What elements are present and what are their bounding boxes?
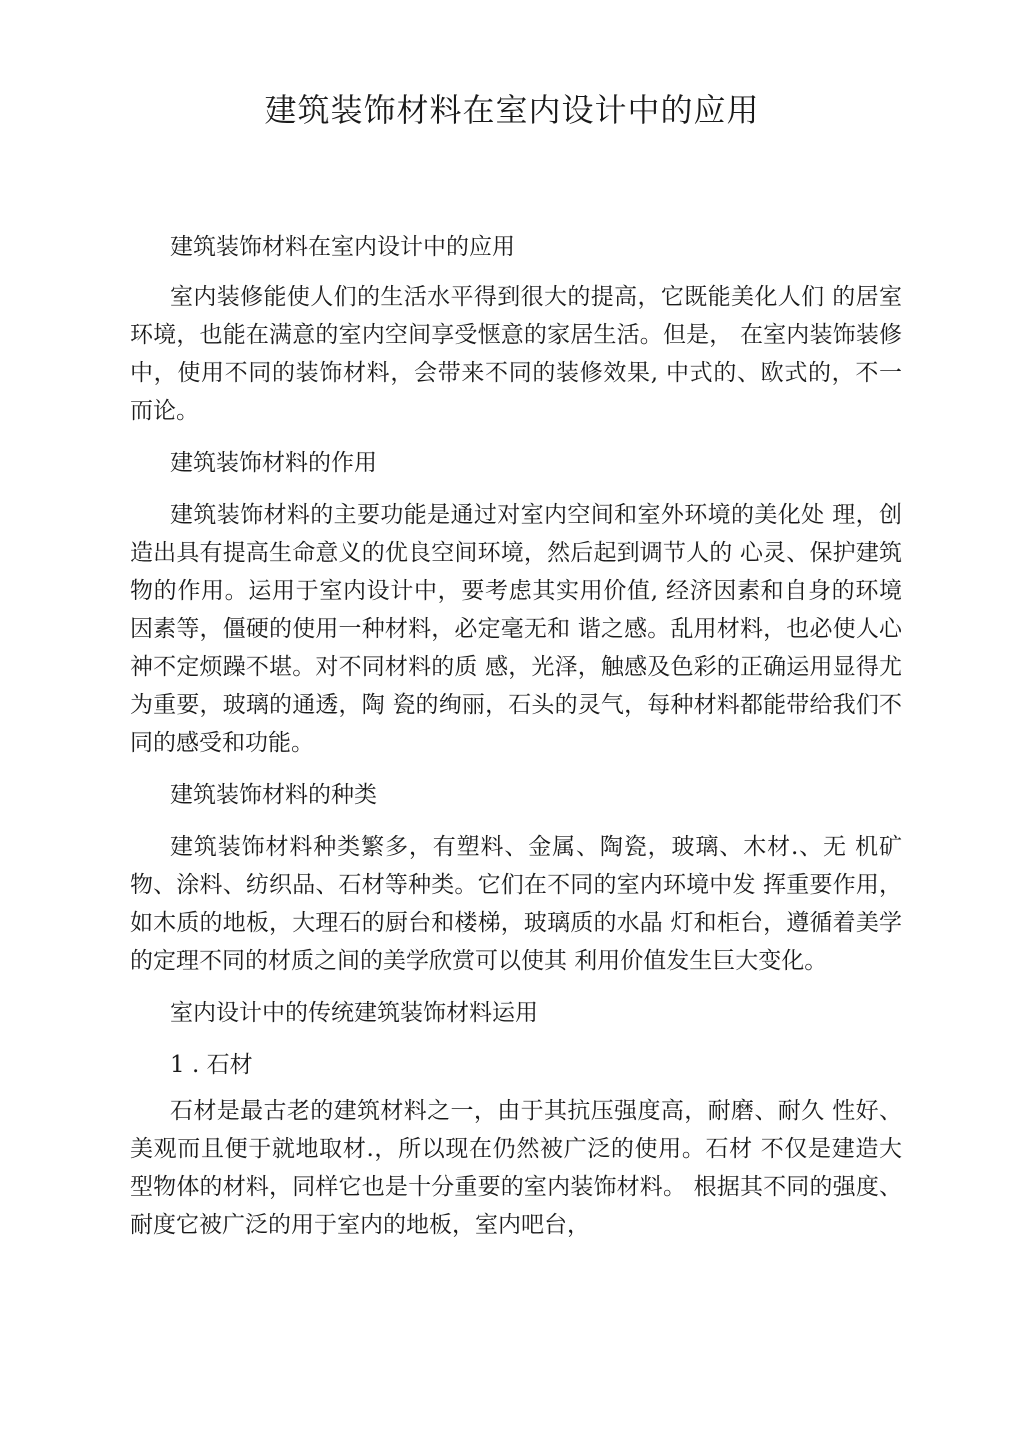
paragraph: 石材是最古老的建筑材料之一，由于其抗压强度高，耐磨、耐久 性好、美观而且便于就地取材.，所以现在仍然被广泛的使用。石材 不仅是建造大型物体的材料，同样它也是十分重要的室内装饰材料。 根据其不同的强度、耐度它被广泛的用于室内的地板，室内吧台， xyxy=(130,1098,902,1238)
paragraph: 建筑装饰材料种类繁多，有塑料、金属、陶瓷，玻璃、木材.、无 机矿物、涂料、纺织品、石材等种类。它们在不同的室内环境中发 挥重要作用，如木质的地板，大理石的厨台和楼梯，玻璃质的水晶 灯和柜台，遵循着美学的定理不同的材质之间的美学欣赏可以使其 利用价值发生巨大变化。 xyxy=(130,834,902,974)
section-heading: 室内设计中的传统建筑装饰材料运用 xyxy=(170,1000,538,1026)
document-title: 建筑装饰材料在室内设计中的应用 xyxy=(264,91,760,129)
subsection-heading: 1 . 石材 xyxy=(170,1052,253,1078)
document-body xyxy=(130,228,902,1244)
section-heading: 建筑装饰材料的种类 xyxy=(170,782,377,808)
paragraph: 建筑装饰材料的主要功能是通过对室内空间和室外环境的美化处 理，创造出具有提高生命意义的优良空间环境，然后起到调节人的 心灵、保护建筑物的作用。运用于室内设计中，要考虑其实用价值, 经济因素和自身的环境因素等，僵硬的使用一种材料，必定毫无和 谐之感。乱用材料，也必使人心神不定烦躁不堪。对不同材料的质 感，光泽，触感及色彩的正确运用显得尤为重要，玻璃的通透，陶 瓷的绚丽，石头的灵气，每种材料都能带给我们不同的感受和功能。 xyxy=(130,502,902,756)
paragraph: 室内装修能使人们的生活水平得到很大的提高，它既能美化人们 的居室环境，也能在满意的室内空间享受惬意的家居生活。但是， 在室内装饰装修中，使用不同的装饰材料，会带来不同的装修效果, 中式的、欧式的，不一而论。 xyxy=(130,284,902,424)
section-heading: 建筑装饰材料在室内设计中的应用 xyxy=(170,234,515,260)
section-heading: 建筑装饰材料的作用 xyxy=(170,450,377,476)
